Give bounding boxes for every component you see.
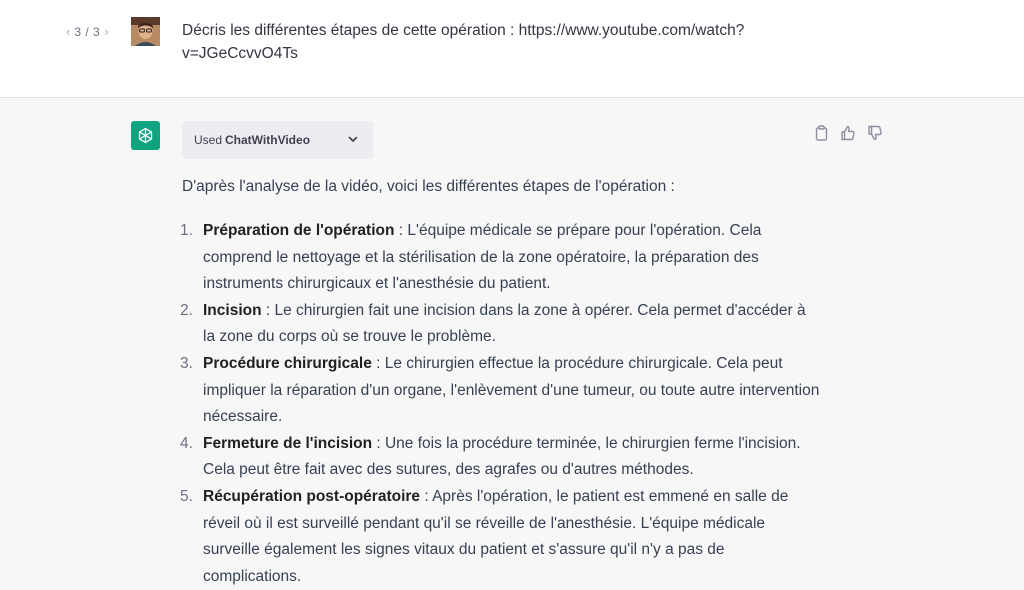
step-title: Procédure chirurgicale <box>203 354 372 372</box>
user-message-line: v=JGeCcvvO4Ts <box>182 45 298 62</box>
user-message <box>0 0 1024 98</box>
step-title: Incision <box>203 301 262 319</box>
list-item <box>180 484 820 590</box>
user-message-line: Décris les différentes étapes de cette opération : https://www.youtube.com/watch? <box>182 22 745 39</box>
chevron-left-icon[interactable]: ‹ <box>66 24 71 39</box>
user-message-text <box>182 19 782 65</box>
step-text: : Après l'opération, le patient est emmené en salle de réveil où il est surveillé pendant qu'il se réveille de l'anesthésie. L'équipe médicale surveille également les signes vitaux du patient et s'assure qu'il n'y a pas de complications. <box>203 487 789 585</box>
plugin-used-label: Used <box>194 133 223 147</box>
step-text: : Le chirurgien effectue la procédure chirurgicale. Cela peut impliquer la réparation d'un organe, l'enlèvement d'une tumeur, ou toute autre intervention nécessaire. <box>203 354 820 426</box>
step-title: Préparation de l'opération <box>203 222 395 239</box>
message-actions <box>812 124 884 142</box>
list-item <box>180 351 820 431</box>
step-number: 1. <box>180 222 193 239</box>
list-item <box>180 298 820 351</box>
step-title: Récupération post-opératoire <box>203 487 421 505</box>
plugin-name: ChatWithVideo <box>225 133 311 147</box>
step-number: 2. <box>180 301 193 319</box>
step-number: 4. <box>180 434 193 452</box>
clipboard-icon[interactable] <box>812 124 830 142</box>
plugin-used-toggle[interactable] <box>182 121 373 159</box>
user-avatar <box>131 17 160 46</box>
chevron-right-icon[interactable]: › <box>104 24 109 39</box>
step-text: : Une fois la procédure terminée, le chirurgien ferme l'incision. Cela peut être fait avec des sutures, des agrafes ou d'autres méthodes. <box>203 434 801 479</box>
chatgpt-logo-icon <box>131 121 160 150</box>
step-title: Fermeture de l'incision <box>203 434 373 452</box>
list-item <box>180 431 820 484</box>
step-text: : L'équipe médicale se prépare pour l'opération. Cela comprend le nettoyage et la stérilisation de la zone opératoire, la préparation des instruments chirurgicaux et l'anesthésie du patient. <box>203 222 762 293</box>
steps-list <box>180 218 820 590</box>
assistant-intro: D'après l'analyse de la vidéo, voici les différentes étapes de l'opération : <box>182 178 675 195</box>
list-item <box>180 218 820 298</box>
chevron-down-icon <box>347 133 359 148</box>
thumbs-down-icon[interactable] <box>866 124 884 142</box>
step-number: 5. <box>180 487 193 505</box>
pager-count: 3 / 3 <box>74 24 101 39</box>
thumbs-up-icon[interactable] <box>839 124 857 142</box>
step-text: : Le chirurgien fait une incision dans la zone à opérer. Cela permet d'accéder à la zone du corps où se trouve le problème. <box>203 301 806 346</box>
assistant-message <box>0 99 1024 585</box>
step-number: 3. <box>180 354 193 372</box>
message-pager <box>66 24 109 39</box>
